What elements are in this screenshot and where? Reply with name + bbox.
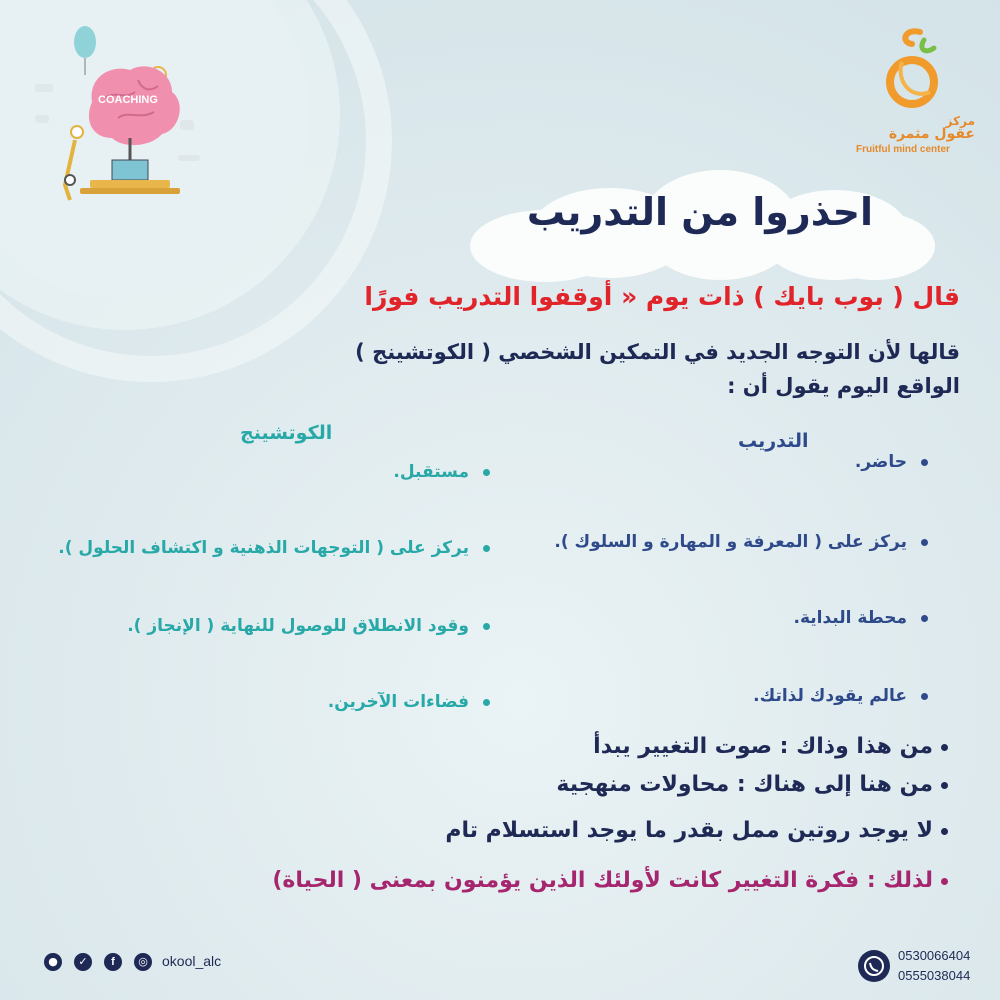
coaching-item: وقود الانطلاق للوصول للنهاية ( الإنجاز ).	[127, 616, 490, 636]
phone-number-2[interactable]: 0555038044	[898, 968, 971, 983]
conclusion-item: من هذا وذاك : صوت التغيير يبدأ	[593, 734, 948, 759]
coaching-item: مستقبل.	[393, 462, 490, 482]
twitter-icon[interactable]: ✓	[74, 953, 92, 971]
fruit-logo-icon	[860, 20, 975, 120]
snapchat-icon[interactable]: ●	[44, 953, 62, 971]
illustration-label: COACHING	[98, 94, 158, 106]
training-item: عالم يقودك لذاتك.	[753, 686, 928, 706]
phone-number-1[interactable]: 0530066404	[898, 948, 971, 963]
intro-line-1: قالها لأن التوجه الجديد في التمكين الشخصي ( الكوتشينج )	[355, 340, 960, 364]
logo-name: عقول مثمرة	[888, 126, 975, 142]
intro-line-2: الواقع اليوم يقول أن :	[727, 374, 960, 398]
training-heading: التدريب	[738, 430, 809, 452]
coaching-illustration	[30, 20, 230, 210]
page-title: احذروا من التدريب	[526, 190, 874, 234]
logo-title: مركز	[945, 114, 975, 128]
coaching-item: يركز على ( التوجهات الذهنية و اكتشاف الحلول ).	[58, 538, 490, 558]
training-item: محطة البداية.	[793, 608, 928, 628]
conclusion-item: لا يوجد روتين ممل بقدر ما يوجد استسلام تام	[445, 818, 948, 843]
training-item: حاضر.	[855, 452, 928, 472]
training-item: يركز على ( المعرفة و المهارة و السلوك ).	[554, 532, 928, 552]
center-logo	[856, 20, 975, 160]
quote-line: قال ( بوب بايك ) ذات يوم « أوقفوا التدريب فورًا	[364, 282, 960, 311]
coaching-item: فضاءات الآخرين.	[328, 692, 490, 712]
logo-subtitle: Fruitful mind center	[856, 144, 950, 155]
whatsapp-icon[interactable]	[858, 950, 890, 982]
conclusion-item: من هنا إلى هناك : محاولات منهجية	[556, 772, 948, 797]
facebook-icon[interactable]: f	[104, 953, 122, 971]
brain-coaching-icon	[30, 20, 230, 210]
final-statement: لذلك : فكرة التغيير كانت لأولئك الذين يؤمنون بمعنى ( الحياة)	[272, 868, 948, 893]
social-handle[interactable]: okool_alc	[162, 953, 222, 969]
instagram-icon[interactable]: ◎	[134, 953, 152, 971]
coaching-heading: الكوتشينج	[240, 422, 333, 444]
